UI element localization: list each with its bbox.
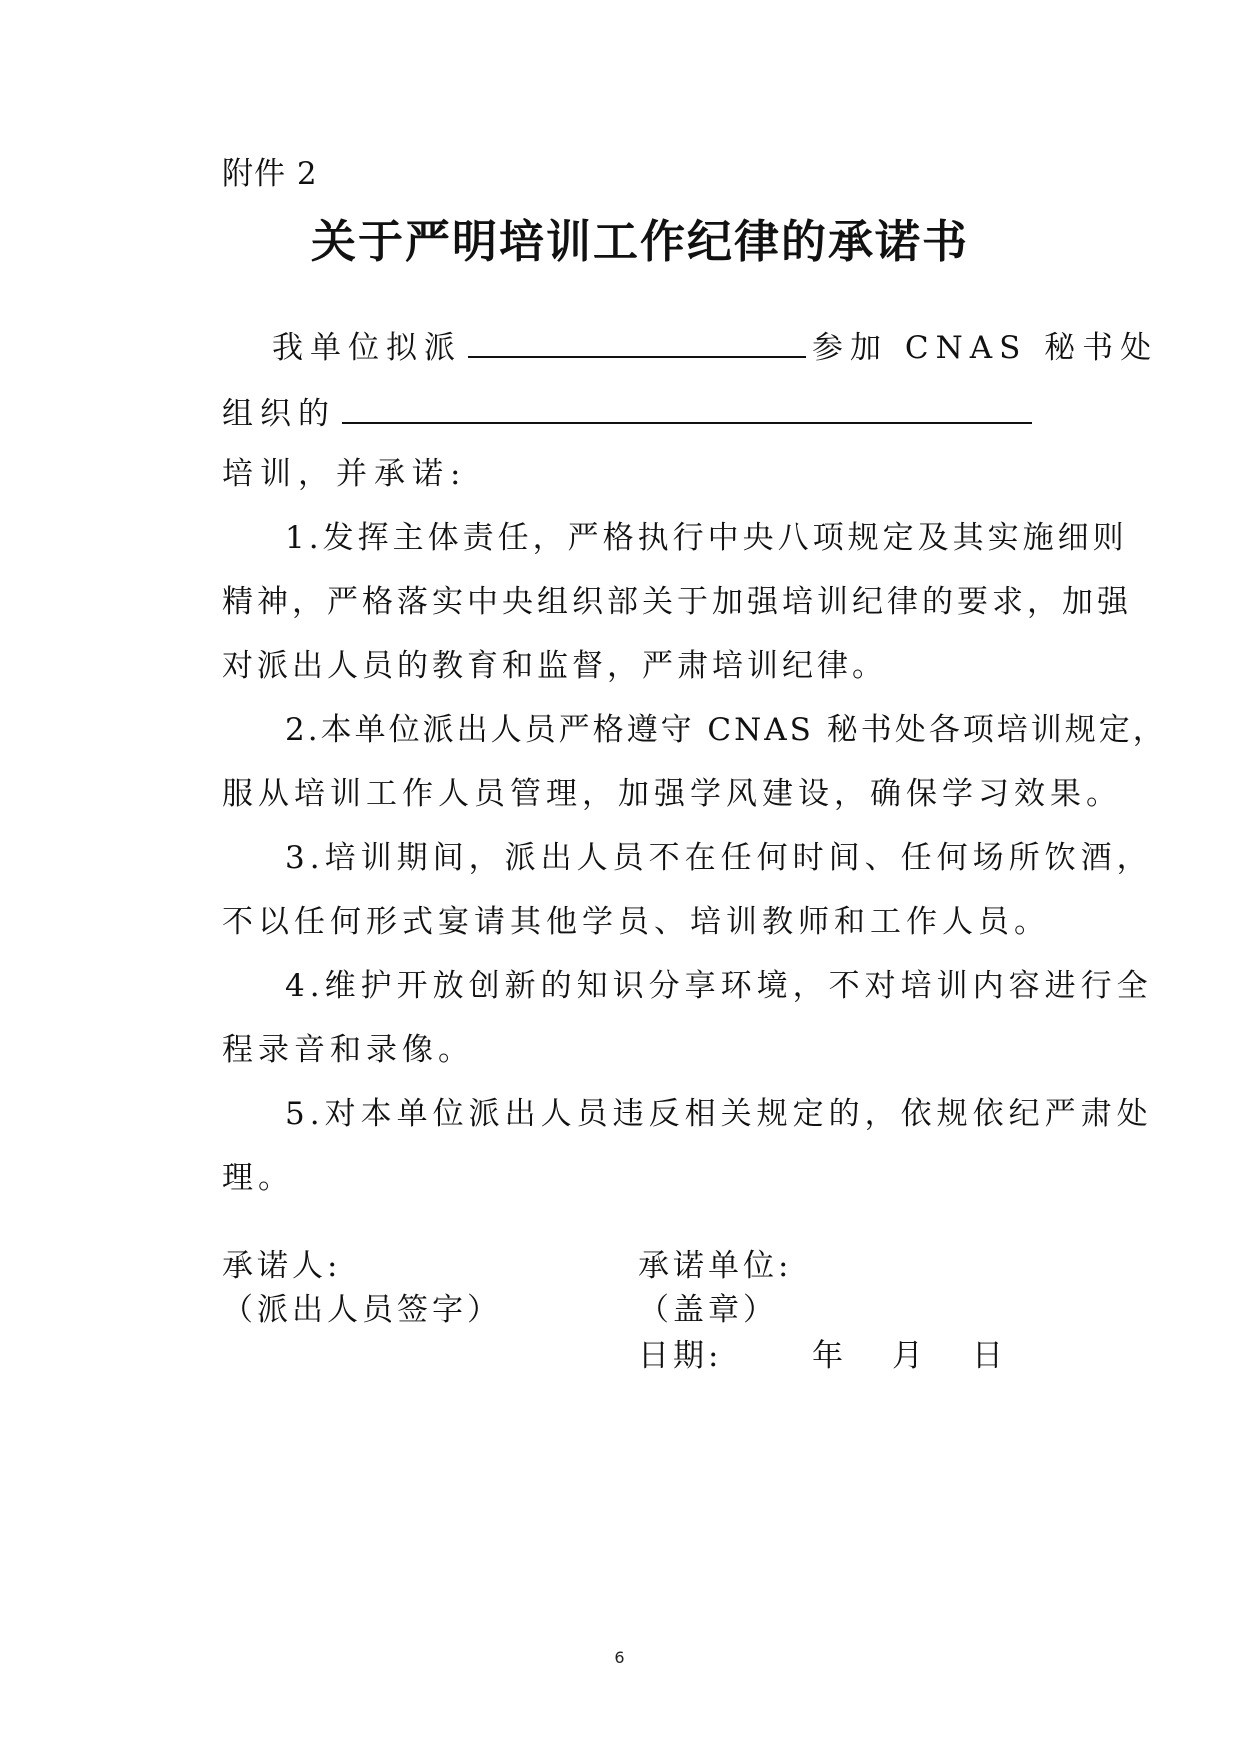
promiser-label: 承诺人: [222, 1248, 342, 1284]
item-1-line-3: 对派出人员的教育和监督，严肃培训纪律。 [222, 648, 887, 684]
item-4-line-2: 程录音和录像。 [222, 1032, 474, 1068]
item-1-line-1: 1.发挥主体责任，严格执行中央八项规定及其实施细则 [285, 520, 1128, 556]
item-2-line-1: 2.本单位派出人员严格遵守 CNAS 秘书处各项培训规定， [285, 712, 1167, 748]
unit-label: 承诺单位: [638, 1248, 793, 1284]
item-1-line-2: 精神，严格落实中央组织部关于加强培训纪律的要求，加强 [222, 584, 1132, 620]
intro-line-1-after: 参加 CNAS 秘书处 [812, 330, 1159, 366]
page-number: 6 [614, 1648, 625, 1667]
item-5-line-1: 5.对本单位派出人员违反相关规定的，依规依纪严肃处 [285, 1096, 1153, 1132]
intro-line-3: 培训，并承诺: [222, 456, 468, 492]
promiser-note: （派出人员签字） [222, 1292, 502, 1328]
intro-line-2-before: 组织的 [222, 396, 336, 432]
date-label: 日期: [638, 1338, 723, 1374]
date-month: 月 [892, 1338, 927, 1374]
intro-line-1 [272, 322, 1158, 368]
document-title: 关于严明培训工作纪律的承诺书 [310, 215, 969, 268]
date-year: 年 [812, 1338, 847, 1374]
training-name-blank[interactable] [342, 388, 1032, 424]
unit-note: （盖章） [638, 1292, 778, 1328]
dispatched-person-blank[interactable] [468, 322, 806, 358]
item-3-line-2: 不以任何形式宴请其他学员、培训教师和工作人员。 [222, 904, 1050, 940]
item-3-line-1: 3.培训期间，派出人员不在任何时间、任何场所饮酒， [285, 840, 1153, 876]
item-2-line-2: 服从培训工作人员管理，加强学风建设，确保学习效果。 [222, 776, 1122, 812]
item-4-line-1: 4.维护开放创新的知识分享环境，不对培训内容进行全 [285, 968, 1153, 1004]
date-day: 日 [972, 1338, 1007, 1374]
item-5-line-2: 理。 [222, 1160, 294, 1196]
intro-line-2 [222, 388, 1038, 434]
intro-line-1-before: 我单位拟派 [272, 330, 462, 366]
attachment-label: 附件 2 [222, 156, 318, 192]
